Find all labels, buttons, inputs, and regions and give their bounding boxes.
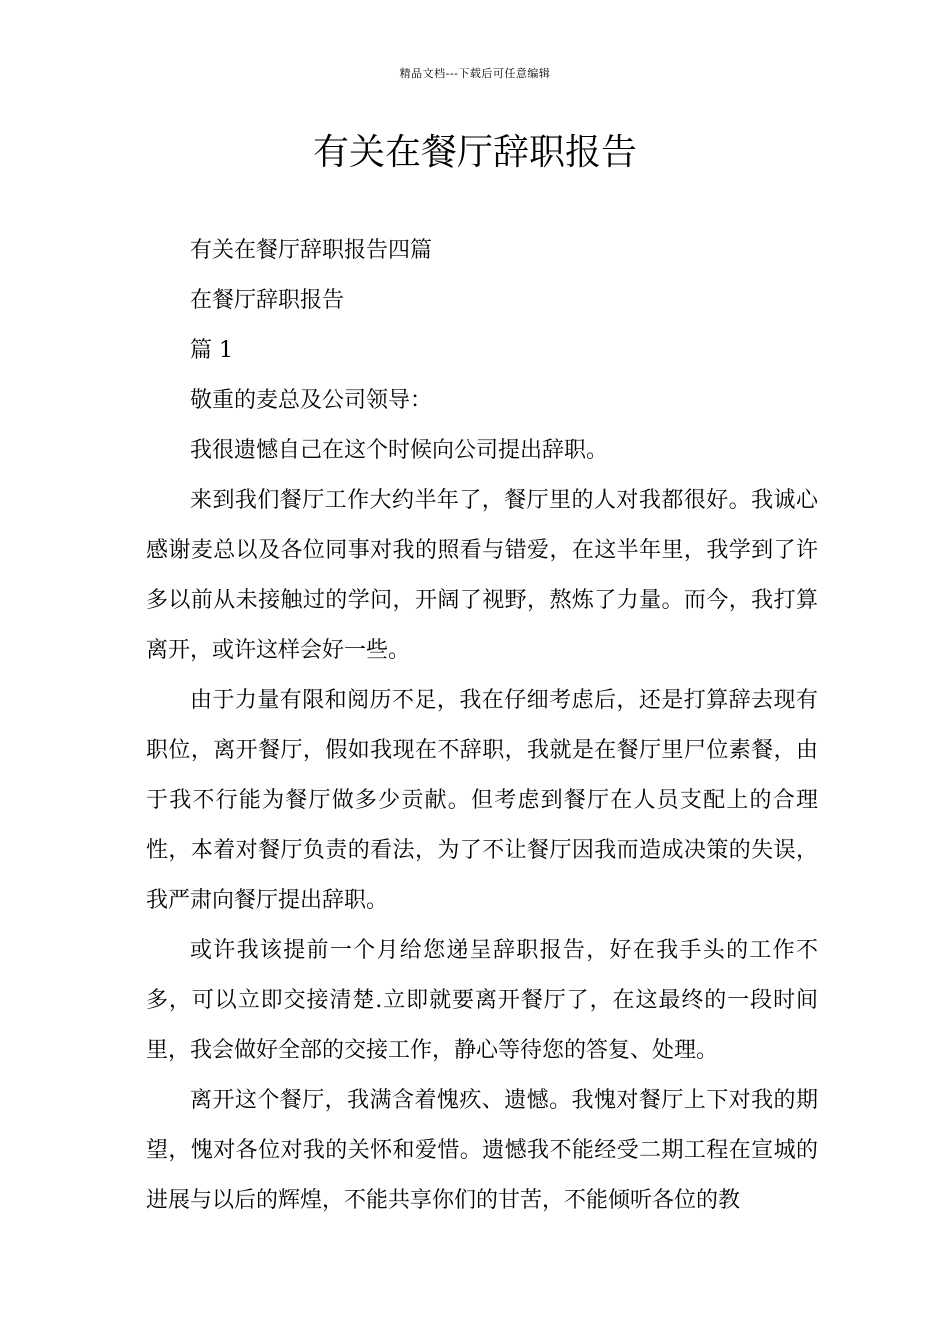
paragraph-subtitle: 有关在餐厅辞职报告四篇 [190, 238, 433, 263]
document-title: 有关在餐厅辞职报告 [312, 132, 637, 173]
paragraph-body: 我很遗憾自己在这个时候向公司提出辞职。 [190, 438, 609, 463]
paragraph-section-heading: 在餐厅辞职报告 [190, 288, 345, 313]
document-body [146, 226, 818, 1226]
paragraph-body: 或许我该提前一个月给您递呈辞职报告，好在我手头的工作不多，可以立即交接清楚.立即就要离开餐厅了，在这最终的一段时间里，我会做好全部的交接工作，静心等待您的答复、处理。 [146, 938, 818, 1063]
paragraph-body: 来到我们餐厅工作大约半年了，餐厅里的人对我都很好。我诚心感谢麦总以及各位同事对我的照看与错爱，在这半年里，我学到了许多以前从未接触过的学问，开阔了视野，熬炼了力量。而今，我打算离开，或许这样会好一些。 [146, 488, 818, 663]
paragraph-body: 离开这个餐厅，我满含着愧疚、遗憾。我愧对餐厅上下对我的期望，愧对各位对我的关怀和爱惜。遗憾我不能经受二期工程在宣城的进展与以后的辉煌，不能共享你们的甘苦，不能倾听各位的教 [146, 1088, 818, 1213]
paragraph-part-label: 篇 1 [190, 338, 233, 363]
paragraph-salutation: 敬重的麦总及公司领导： [190, 388, 433, 413]
document-header-note: 精品文档---下载后可任意编辑 [399, 67, 551, 80]
paragraph-body: 由于力量有限和阅历不足，我在仔细考虑后，还是打算辞去现有职位，离开餐厅，假如我现在不辞职，我就是在餐厅里尸位素餐，由于我不行能为餐厅做多少贡献。但考虑到餐厅在人员支配上的合理性，本着对餐厅负责的看法，为了不让餐厅因我而造成决策的失误，我严肃向餐厅提出辞职。 [146, 688, 818, 913]
